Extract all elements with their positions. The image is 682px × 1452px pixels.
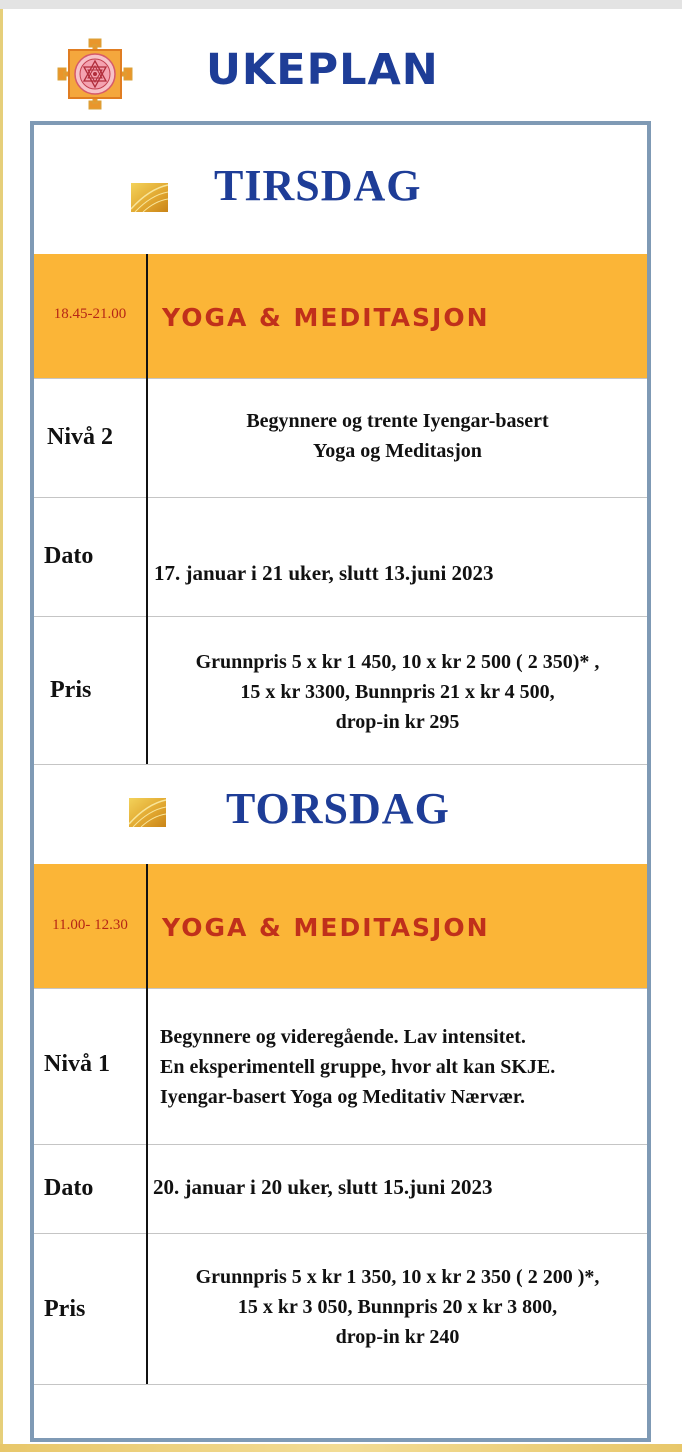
class-time: 11.00- 12.30 — [52, 917, 128, 933]
price-line: 15 x kr 3300, Bunnpris 21 x kr 4 500, — [240, 681, 555, 703]
date-label: Dato — [44, 1175, 94, 1201]
class-title: YOGA & MEDITASJON — [162, 303, 490, 332]
row-divider — [34, 1233, 647, 1234]
class-title: YOGA & MEDITASJON — [162, 913, 490, 942]
price-line: drop-in kr 240 — [335, 1326, 460, 1348]
price-description — [148, 647, 647, 737]
price-line: 15 x kr 3 050, Bunnpris 20 x kr 3 800, — [237, 1296, 558, 1318]
row-divider — [34, 764, 647, 765]
date-text: 20. januar i 20 uker, slutt 15.juni 2023 — [153, 1175, 493, 1199]
day-title-torsdag: TORSDAG — [226, 784, 450, 833]
column-divider — [146, 864, 148, 1384]
level-line: Yoga og Meditasjon — [313, 440, 482, 462]
row-divider — [34, 497, 647, 498]
date-label: Dato — [44, 543, 94, 569]
price-line: Grunnpris 5 x kr 1 450, 10 x kr 2 500 ( 2 350)* , — [195, 651, 600, 673]
row-divider — [34, 378, 647, 379]
level-description — [148, 406, 647, 466]
golden-leaf-icon — [131, 183, 168, 212]
date-text: 17. januar i 21 uker, slutt 13.juni 2023 — [154, 561, 494, 585]
level-label: Nivå 1 — [44, 1051, 110, 1077]
level-line: En eksperimentell gruppe, hvor alt kan SKJE. — [160, 1056, 556, 1078]
bottom-strip — [0, 1444, 682, 1452]
level-line: Iyengar-basert Yoga og Meditativ Nærvær. — [160, 1086, 525, 1108]
row-divider — [34, 988, 647, 989]
price-line: Grunnpris 5 x kr 1 350, 10 x kr 2 350 ( 2 200 )*, — [195, 1266, 600, 1288]
class-time: 18.45-21.00 — [53, 306, 127, 322]
golden-leaf-icon — [129, 798, 166, 827]
day-title-tirsdag: TIRSDAG — [214, 161, 422, 210]
row-divider — [34, 1384, 647, 1385]
price-description — [148, 1262, 647, 1352]
level-line: Begynnere og trente Iyengar-basert — [246, 410, 549, 432]
price-label: Pris — [44, 1296, 86, 1322]
yantra-logo-icon — [56, 37, 134, 111]
price-line: drop-in kr 295 — [335, 711, 460, 733]
left-edge-border — [0, 9, 3, 1452]
level-label: Nivå 2 — [47, 424, 113, 450]
page-title: UKEPLAN — [206, 45, 439, 95]
row-divider — [34, 616, 647, 617]
level-line: Begynnere og videregående. Lav intensitet. — [160, 1026, 526, 1048]
row-divider — [34, 1144, 647, 1145]
column-divider — [146, 254, 148, 764]
price-label: Pris — [50, 677, 92, 703]
level-description — [160, 1022, 555, 1112]
top-strip — [0, 0, 682, 9]
